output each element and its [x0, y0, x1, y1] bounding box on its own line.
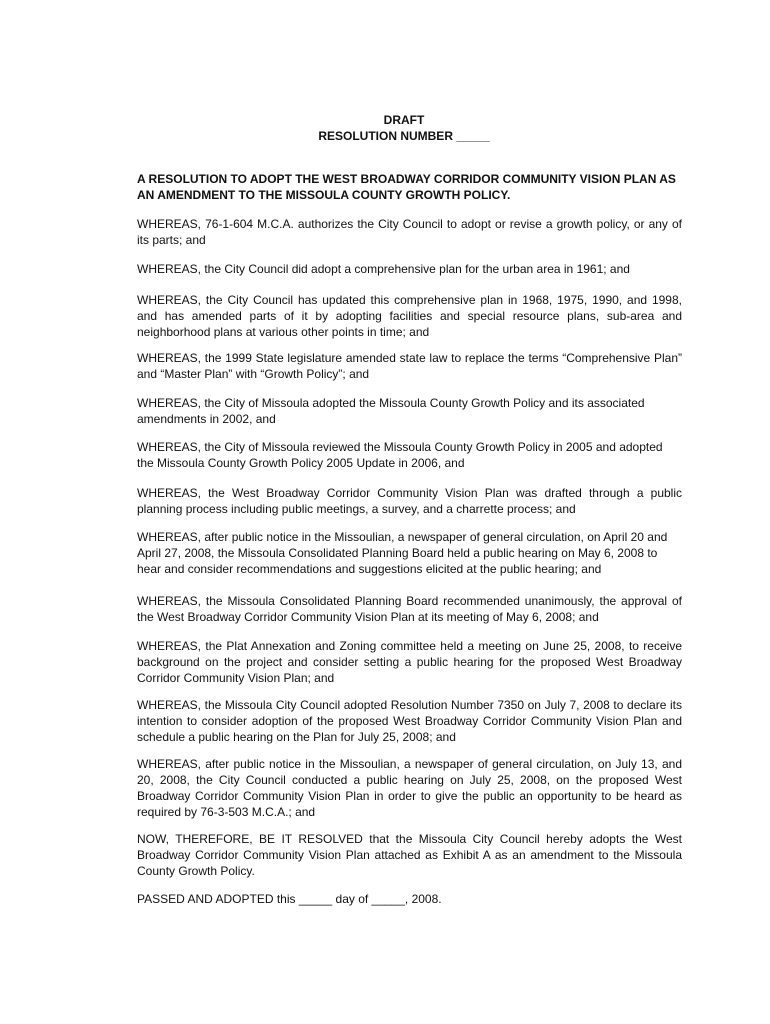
whereas-paragraph-10: WHEREAS, the Plat Annexation and Zoning committee held a meeting on June 25, 2008, to receive background on the project and consider setting a public hearing for the proposed West Broadway Corridor Community Vision Plan; and	[137, 639, 682, 685]
resolution-number: RESOLUTION NUMBER _____	[318, 129, 490, 143]
whereas-paragraph-4: WHEREAS, the 1999 State legislature amended state law to replace the terms “Comprehensive Plan” and “Master Plan” with “Growth Policy”; and	[137, 351, 682, 381]
whereas-paragraph-6: WHEREAS, the City of Missoula reviewed the Missoula County Growth Policy in 2005 and adopted the Missoula County Growth Policy 2005 Update in 2006, and	[137, 440, 663, 470]
whereas-paragraph-5: WHEREAS, the City of Missoula adopted the Missoula County Growth Policy and its associated amendments in 2002, and	[137, 396, 645, 426]
resolved-paragraph: NOW, THEREFORE, BE IT RESOLVED that the Missoula City Council hereby adopts the West Broadway Corridor Community Vision Plan attached as Exhibit A as an amendment to the Missoula County Growth Policy.	[137, 832, 682, 878]
draft-label: DRAFT	[383, 113, 425, 127]
whereas-paragraph-7: WHEREAS, the West Broadway Corridor Community Vision Plan was drafted through a public planning process including public meetings, a survey, and a charrette process; and	[137, 486, 682, 516]
whereas-paragraph-3: WHEREAS, the City Council has updated this comprehensive plan in 1968, 1975, 1990, and 1998, and has amended parts of it by adopting facilities and special resource plans, sub-area and neighborhood plans at various other points in time; and	[137, 293, 682, 339]
resolution-title: A RESOLUTION TO ADOPT THE WEST BROADWAY CORRIDOR COMMUNITY VISION PLAN AS AN AMENDMENT TO THE MISSOULA COUNTY GROWTH POLICY.	[137, 172, 676, 202]
document-header	[0, 112, 770, 144]
whereas-paragraph-8: WHEREAS, after public notice in the Missoulian, a newspaper of general circulation, on April 20 and April 27, 2008, the Missoula Consolidated Planning Board held a public hearing on May 6, 2008 to hear and consider recommendations and suggestions elicited at the public hearing; and	[137, 530, 668, 576]
passed-adopted-line: PASSED AND ADOPTED this _____ day of _____, 2008.	[137, 892, 442, 906]
whereas-paragraph-1: WHEREAS, 76-1-604 M.C.A. authorizes the City Council to adopt or revise a growth policy, or any of its parts; and	[137, 217, 682, 247]
whereas-paragraph-2: WHEREAS, the City Council did adopt a comprehensive plan for the urban area in 1961; and	[137, 262, 630, 276]
whereas-paragraph-9: WHEREAS, the Missoula Consolidated Planning Board recommended unanimously, the approval of the West Broadway Corridor Community Vision Plan at its meeting of May 6, 2008; and	[137, 594, 682, 624]
whereas-paragraph-11: WHEREAS, the Missoula City Council adopted Resolution Number 7350 on July 7, 2008 to declare its intention to consider adoption of the proposed West Broadway Corridor Community Vision Plan and schedule a public hearing on the Plan for July 25, 2008; and	[137, 698, 682, 744]
whereas-paragraph-12: WHEREAS, after public notice in the Missoulian, a newspaper of general circulation, on July 13, and 20, 2008, the City Council conducted a public hearing on July 25, 2008, on the proposed West Broadway Corridor Community Vision Plan in order to give the public an opportunity to be heard as required by 76-3-503 M.C.A.; and	[137, 757, 682, 819]
